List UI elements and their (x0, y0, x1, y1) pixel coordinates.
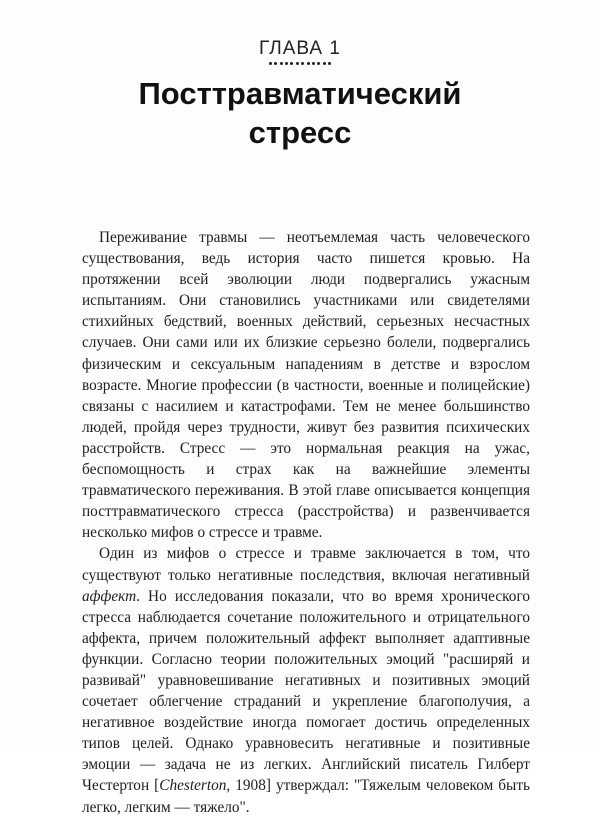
chapter-label: ГЛАВА 1 (259, 38, 341, 59)
paragraph-2-italic-chesterton: Chesterton (159, 777, 227, 795)
paragraph-2-part-1: Один из мифов о стрессе и травме заключается в том, что существуют только негативные последствия, включая негативный (82, 545, 530, 584)
paragraph-2-italic-affect: аффект (82, 587, 137, 605)
chapter-title (0, 74, 600, 152)
chapter-title-line1: Посттравматический (138, 76, 462, 111)
paragraph-1: Переживание травмы — неотъемлемая часть человеческого существования, ведь история часто пишется кровью. На протяжении всей эволюции люди подвергались ужасным испытаниям. Они становились участниками или свидетелями стихийных бедствий, военных действий, серьезных несчастных случаев. Они сами или их близкие серьезно болели, подвергались физическим и сексуальным нападениям в детстве и взрослом возрасте. Многие профессии (в частности, военные и полицейские) связаны с насилием и катастрофами. Тем не менее большинство людей, пройдя через трудности, живут без развития психических расстройств. Стресс — это нормальная реакция на ужас, беспомощность и страх как на важнейшие элементы травматического переживания. В этой главе описывается концепция посттравматического стресса (расстройства) и развенчивается несколько мифов о стрессе и травме. (82, 229, 530, 542)
paragraph-2-part-3: , 1908] утверждал: "Тяжелым человеком быть легко, легким — тяжело". (82, 777, 530, 816)
paragraph-2-part-2: . Но исследования показали, что во время хронического стресса наблюдается сочетание положительного и отрицательного аффекта, причем положительный аффект выполняет адаптивные функции. Согласно теории положительных эмоций "расширяй и развивай" уравновешивание негативных и позитивных эмоций сочетает облегчение страданий и укрепление благополучия, а негативное воздействие иногда помогает достичь определенных типов целей. Однако уравновесить негативные и позитивные эмоции — задача не из легких. Английский писатель Гилберт Честертон [ (82, 587, 530, 795)
chapter-title-line2: стресс (248, 115, 352, 150)
paragraph-2 (82, 543, 530, 817)
body-text (82, 227, 530, 818)
chapter-dots-divider (269, 62, 331, 68)
